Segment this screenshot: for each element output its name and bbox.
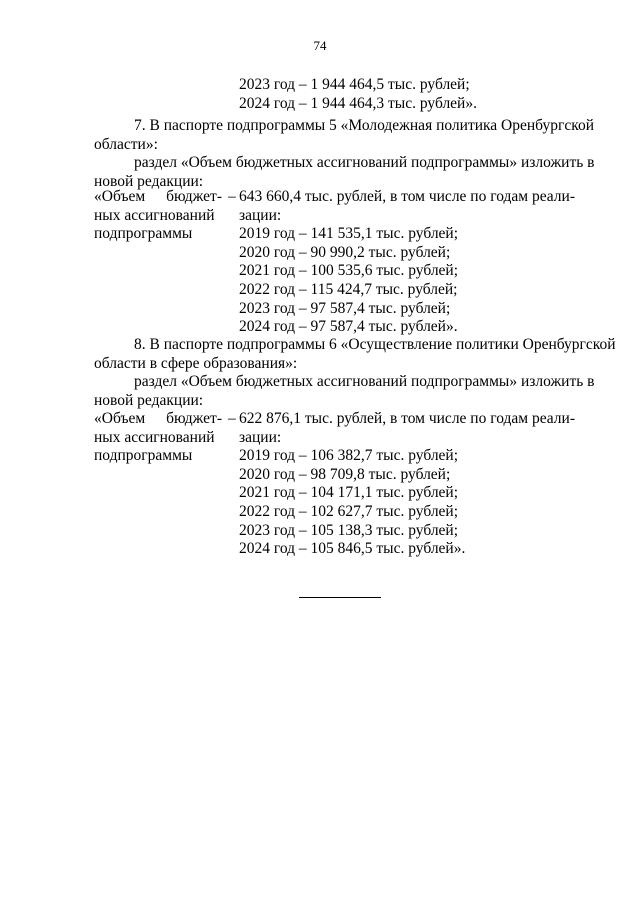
item-8-paragraph <box>94 336 616 410</box>
item-7-section-line-2: новой редакции: <box>94 172 204 190</box>
item-7-paragraph <box>94 117 595 191</box>
item-8-total-line-2: зации: <box>239 428 282 446</box>
item-8-label-word-2: бюджет- <box>166 410 222 427</box>
item-8-heading-line-1: 8. В паспорте подпрограммы 6 «Осуществление политики Оренбургской <box>134 336 616 353</box>
item-8-section-line-2: новой редакции: <box>94 391 204 409</box>
item-8-label-word-1: «Объем <box>94 410 146 427</box>
item-7-row-dash: – <box>228 188 236 205</box>
item-8-section-line-1: раздел «Объем бюджетных ассигнований подпрограммы» изложить в <box>134 373 595 391</box>
item-7-year-2023: 2023 год – 97 587,4 тыс. рублей; <box>239 299 451 317</box>
page-number: 74 <box>313 38 327 53</box>
item-7-total-line-1: 643 660,4 тыс. рублей, в том числе по годам реали- <box>239 188 575 205</box>
item-7-year-2024: 2024 год – 97 587,4 тыс. рублей». <box>239 318 458 336</box>
item-8-row-label <box>94 410 222 466</box>
item-7-total-line-2: зации: <box>239 206 282 224</box>
item-7-label-word-1: «Объем <box>94 188 146 205</box>
item-8-year-2022: 2022 год – 102 627,7 тыс. рублей; <box>239 502 459 520</box>
item-8-year-2024: 2024 год – 105 846,5 тыс. рублей». <box>239 540 466 558</box>
item-7-row-label <box>94 188 222 244</box>
item-7-label-line-2: ных ассигнований <box>94 206 215 224</box>
item-8-total-line-1: 622 876,1 тыс. рублей, в том числе по годам реали- <box>239 410 575 427</box>
item-8-year-2023: 2023 год – 105 138,3 тыс. рублей; <box>239 521 459 539</box>
item-7-year-2019: 2019 год – 141 535,1 тыс. рублей; <box>239 225 459 243</box>
item-7-year-2022: 2022 год – 115 424,7 тыс. рублей; <box>239 280 458 298</box>
item-8-label-line-3: подпрограммы <box>94 447 193 465</box>
item-8-heading-line-2: области в сфере образования»: <box>94 354 298 372</box>
item-7-heading-line-1: 7. В паспорте подпрограммы 5 «Молодежная политика Оренбургской <box>134 117 594 134</box>
item-7-heading-line-2: области»: <box>94 135 158 153</box>
continuation-line-2023: 2023 год – 1 944 464,5 тыс. рублей; <box>239 76 470 93</box>
item-7-label-word-2: бюджет- <box>166 188 222 205</box>
item-8-row-dash: – <box>228 410 236 427</box>
item-7-section-line-1: раздел «Объем бюджетных ассигнований подпрограммы» изложить в <box>134 154 595 172</box>
continuation-line-2024: 2024 год – 1 944 464,3 тыс. рублей». <box>239 94 477 112</box>
previous-passport-continuation <box>239 76 477 113</box>
item-8-year-2019: 2019 год – 106 382,7 тыс. рублей; <box>239 447 459 465</box>
item-8-year-2021: 2021 год – 104 171,1 тыс. рублей; <box>239 484 459 502</box>
item-8-label-line-2: ных ассигнований <box>94 428 215 446</box>
item-8-year-2020: 2020 год – 98 709,8 тыс. рублей; <box>239 465 451 483</box>
item-8-row-value <box>239 410 575 559</box>
item-7-year-2021: 2021 год – 100 535,6 тыс. рублей; <box>239 262 459 280</box>
end-separator-line <box>299 597 381 598</box>
item-7-year-2020: 2020 год – 90 990,2 тыс. рублей; <box>239 243 451 261</box>
item-7-row-value <box>239 188 575 337</box>
item-7-label-line-3: подпрограммы <box>94 225 193 243</box>
